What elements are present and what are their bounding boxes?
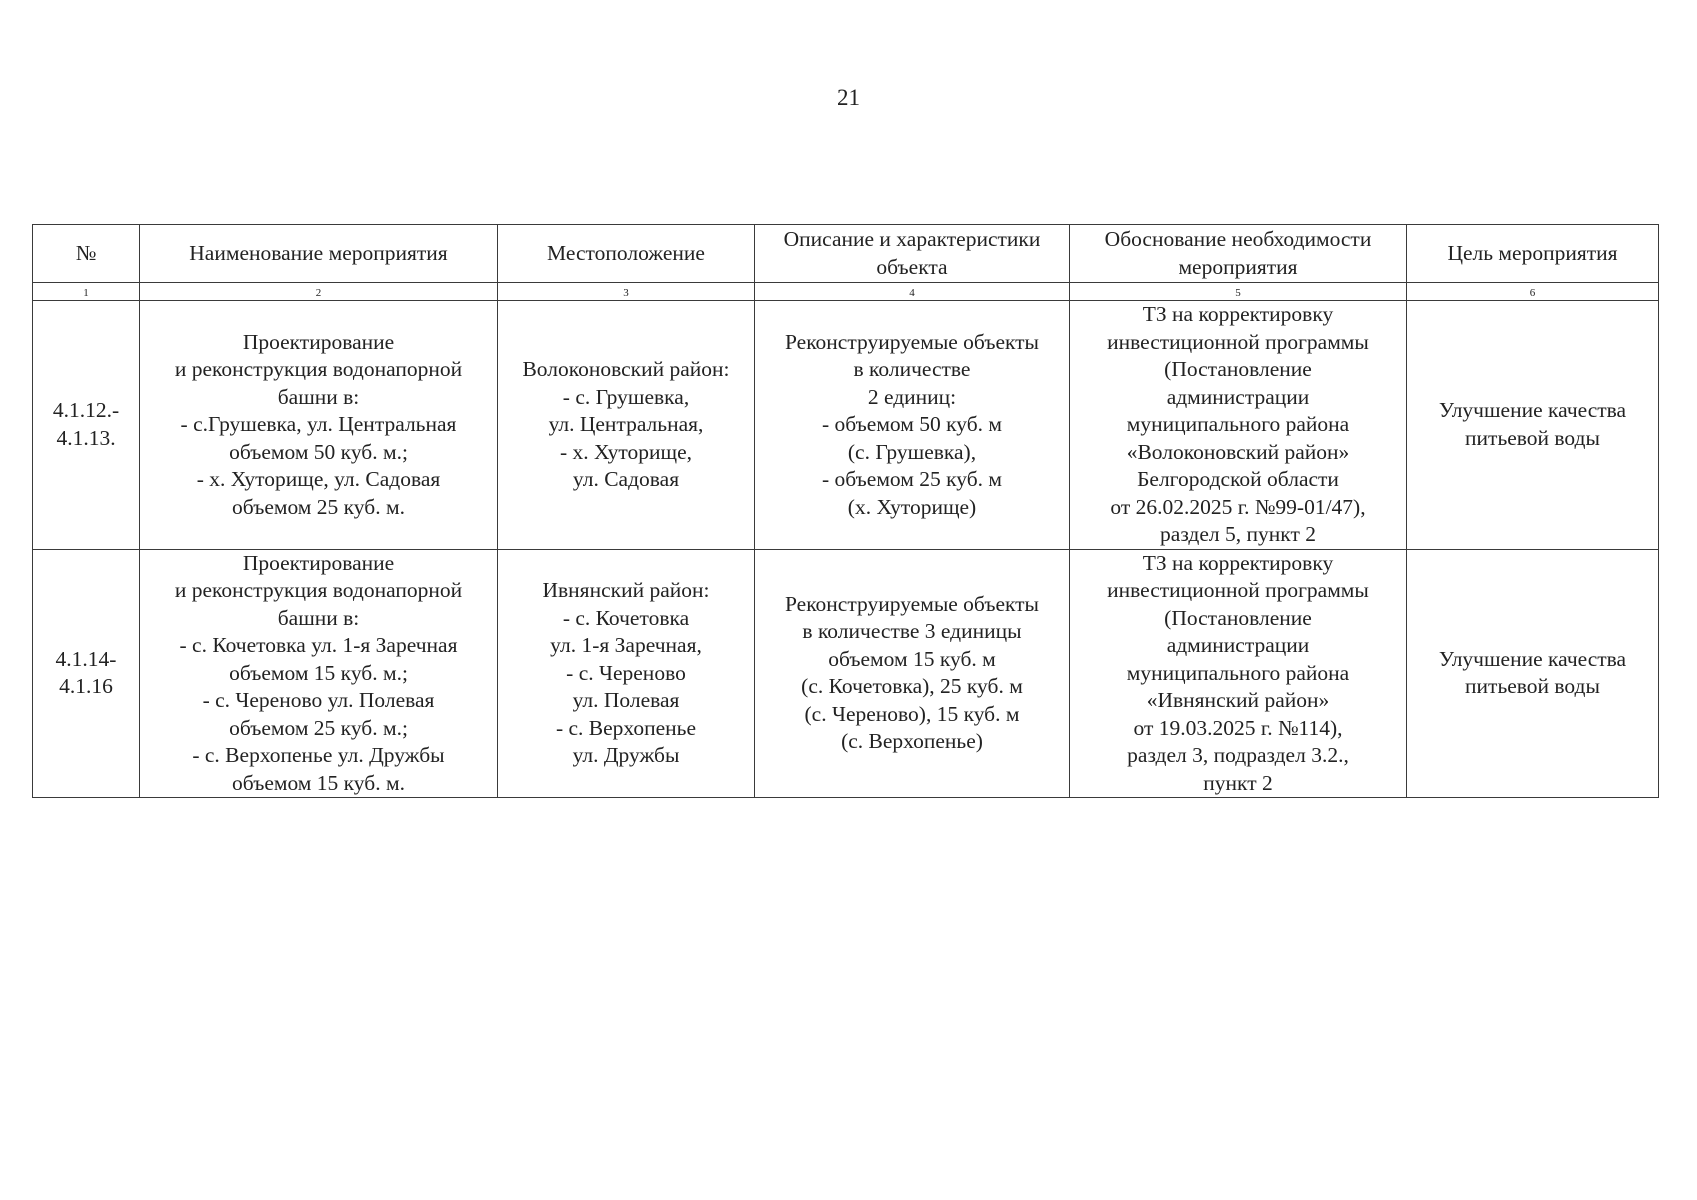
column-index: 6 [1407,283,1659,301]
header-number: № [33,225,140,283]
table-row [33,549,1659,798]
row-number-cell: 4.1.12.- 4.1.13. [33,301,140,550]
measure-name-cell: Проектирование и реконструкция водонапорной башни в: - с. Кочетовка ул. 1-я Заречная объемом 15 куб. м.; - с. Череново ул. Полевая объемом 25 куб. м.; - с. Верхопенье ул. Дружбы объемом 15 куб. м. [140,549,498,798]
header-justification: Обоснование необходимости мероприятия [1070,225,1407,283]
header-goal: Цель мероприятия [1407,225,1659,283]
description-cell: Реконструируемые объекты в количестве 3 единицы объемом 15 куб. м (с. Кочетовка), 25 куб. м (с. Череново), 15 куб. м (с. Верхопенье) [755,549,1070,798]
column-index: 5 [1070,283,1407,301]
measure-name-cell: Проектирование и реконструкция водонапорной башни в: - с.Грушевка, ул. Центральная объемом 50 куб. м.; - х. Хуторище, ул. Садовая объемом 25 куб. м. [140,301,498,550]
column-index: 4 [755,283,1070,301]
column-index: 2 [140,283,498,301]
column-index-row [33,283,1659,301]
header-measure-name: Наименование мероприятия [140,225,498,283]
measures-table [32,224,1659,798]
column-index: 1 [33,283,140,301]
header-location: Местоположение [498,225,755,283]
location-cell: Ивнянский район: - с. Кочетовка ул. 1-я Заречная, - с. Череново ул. Полевая - с. Верхопенье ул. Дружбы [498,549,755,798]
goal-cell: Улучшение качества питьевой воды [1407,549,1659,798]
page-number: 21 [837,85,860,110]
column-index: 3 [498,283,755,301]
description-cell: Реконструируемые объекты в количестве 2 единиц: - объемом 50 куб. м (с. Грушевка), - объемом 25 куб. м (х. Хуторище) [755,301,1070,550]
header-description: Описание и характеристики объекта [755,225,1070,283]
row-number-cell: 4.1.14- 4.1.16 [33,549,140,798]
goal-cell: Улучшение качества питьевой воды [1407,301,1659,550]
table-row [33,301,1659,550]
justification-cell: ТЗ на корректировку инвестиционной программы (Постановление администрации муниципального района «Волоконовский район» Белгородской области от 26.02.2025 г. №99-01/47), раздел 5, пункт 2 [1070,301,1407,550]
location-cell: Волоконовский район: - с. Грушевка, ул. Центральная, - х. Хуторище, ул. Садовая [498,301,755,550]
justification-cell: ТЗ на корректировку инвестиционной программы (Постановление администрации муниципального района «Ивнянский район» от 19.03.2025 г. №114), раздел 3, подраздел 3.2., пункт 2 [1070,549,1407,798]
table-header-row [33,225,1659,283]
